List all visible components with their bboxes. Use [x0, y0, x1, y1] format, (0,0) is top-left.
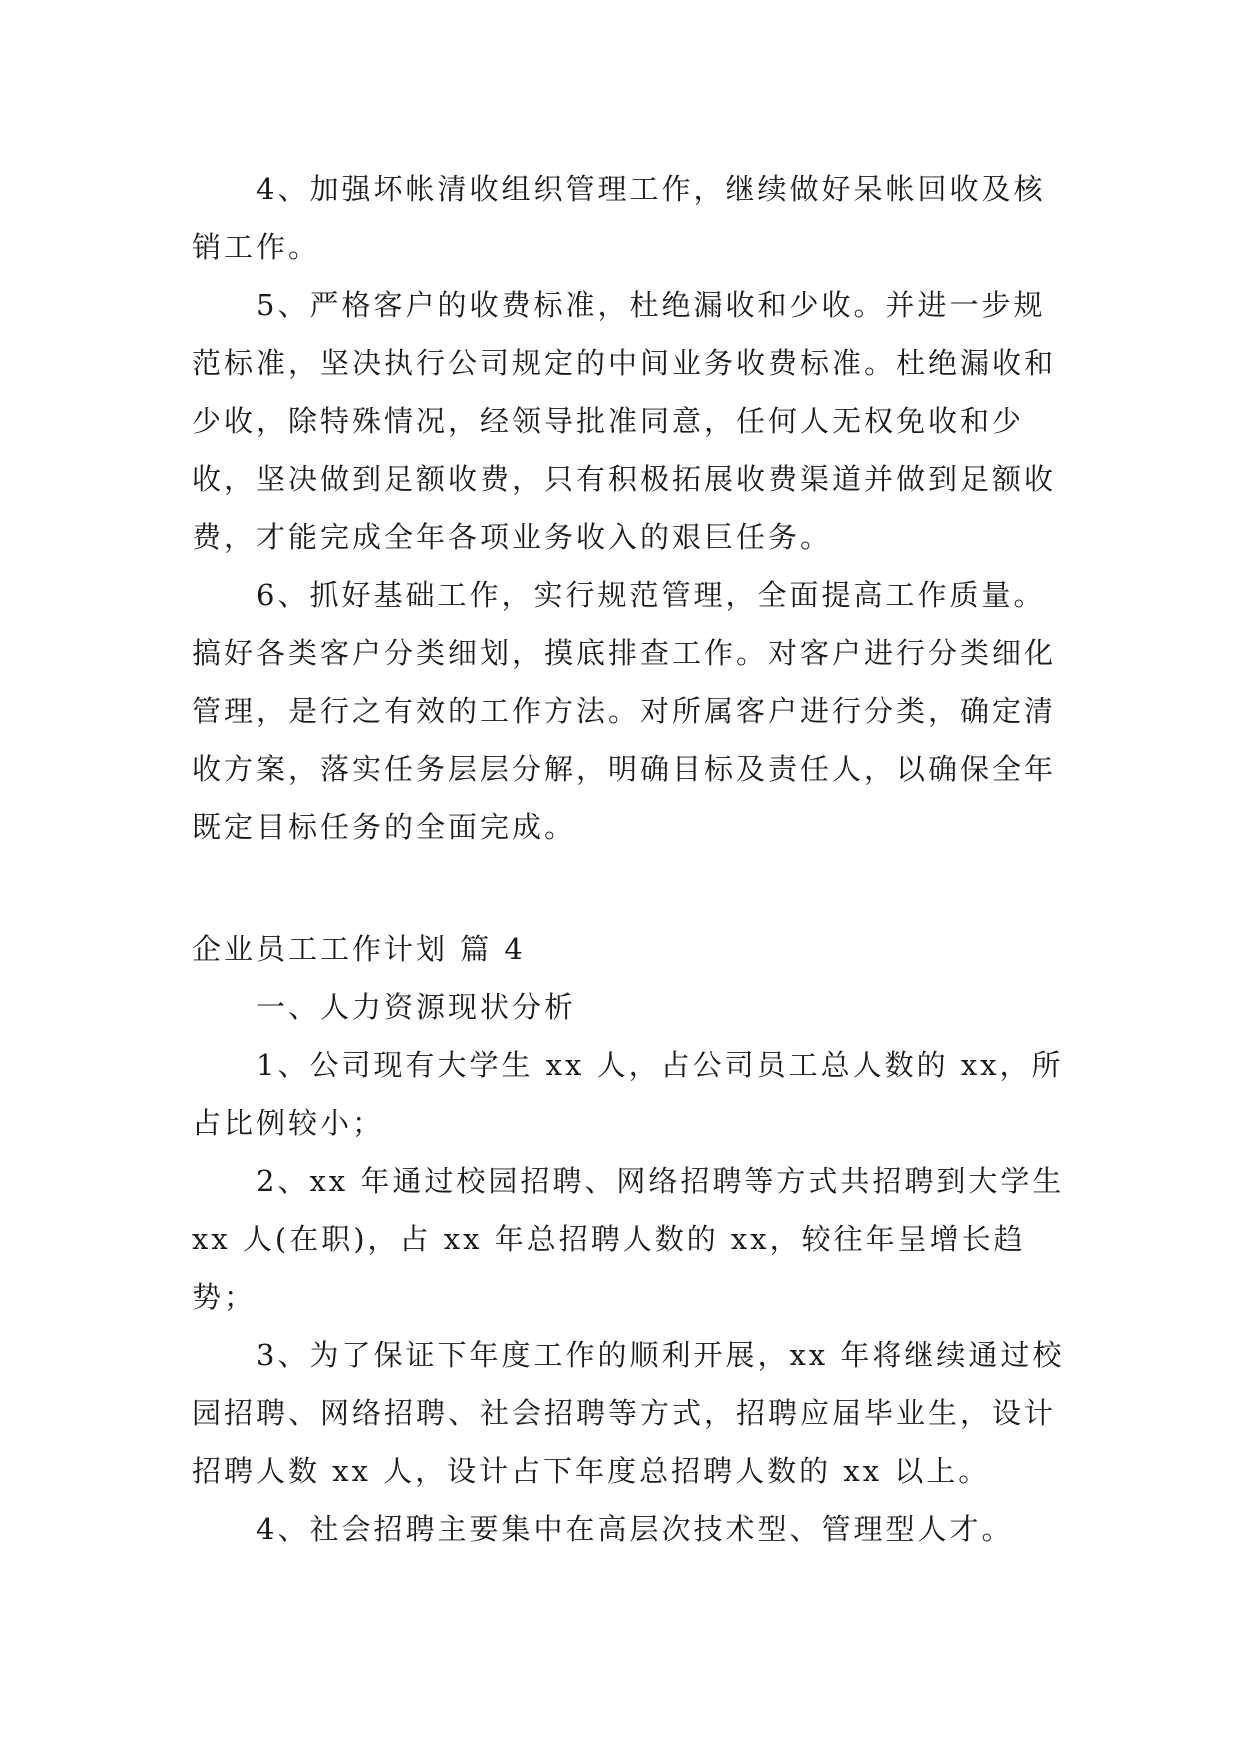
section-gap [192, 856, 1072, 920]
paragraph-item-4: 4、加强坏帐清收组织管理工作，继续做好呆帐回收及核销工作。 [192, 172, 1046, 264]
subsection-title: 一、人力资源现状分析 [256, 990, 577, 1024]
paragraph-hr-4: 4、社会招聘主要集中在高层次技术型、管理型人才。 [256, 1512, 1014, 1546]
section-heading: 企业员工工作计划 篇 4 [192, 932, 526, 966]
paragraph-item-5: 5、严格客户的收费标准，杜绝漏收和少收。并进一步规范标准，坚决执行公司规定的中间业务收费标准。杜绝漏收和少收，除特殊情况，经领导批准同意，任何人无权免收和少收，坚决做到足额收费，只有积极拓展收费渠道并做到足额收费，才能完成全年各项业务收入的艰巨任务。 [192, 288, 1057, 554]
paragraph-hr-1: 1、公司现有大学生 xx 人，占公司员工总人数的 xx，所占比例较小； [192, 1048, 1064, 1140]
paragraph-item-6: 6、抓好基础工作，实行规范管理，全面提高工作质量。搞好各类客户分类细划，摸底排查工作。对客户进行分类细化管理，是行之有效的工作方法。对所属客户进行分类，确定清收方案，落实任务层层分解，明确目标及责任人，以确保全年既定目标任务的全面完成。 [192, 578, 1057, 844]
paragraph-hr-3: 3、为了保证下年度工作的顺利开展，xx 年将继续通过校园招聘、网络招聘、社会招聘等方式，招聘应届毕业生，设计招聘人数 xx 人，设计占下年度总招聘人数的 xx 以上。 [192, 1338, 1065, 1488]
document-body [192, 160, 1072, 1558]
paragraph-hr-2: 2、xx 年通过校园招聘、网络招聘等方式共招聘到大学生 xx 人(在职)，占 xx 年总招聘人数的 xx，较往年呈增长趋势； [192, 1164, 1065, 1314]
